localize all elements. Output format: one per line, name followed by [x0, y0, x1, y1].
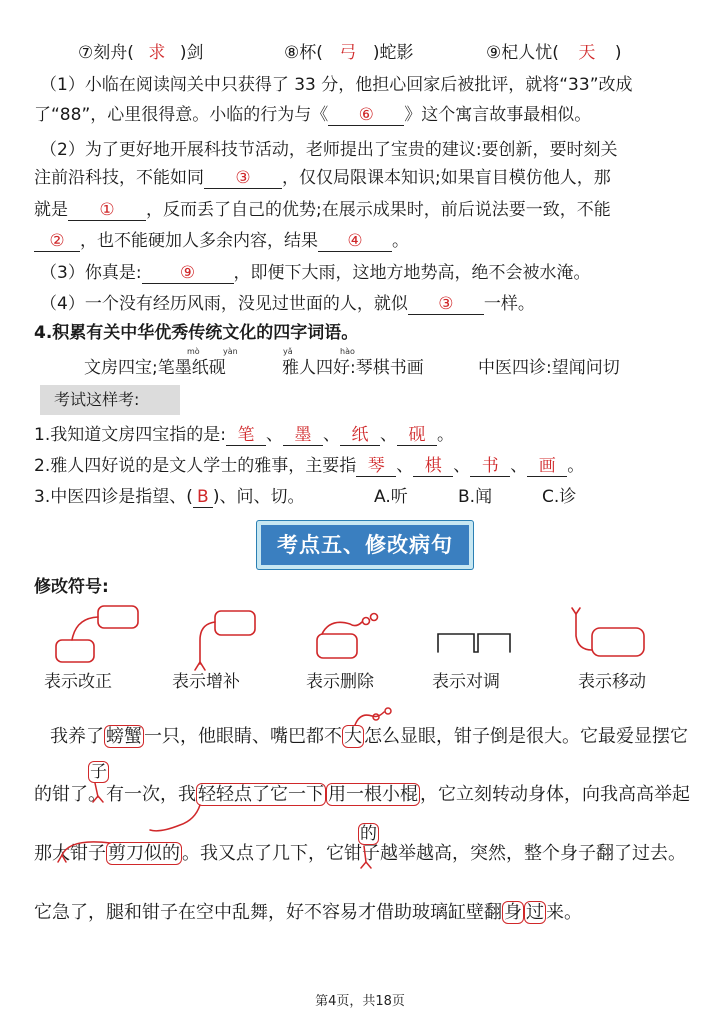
exam-q1-answer: 砚: [397, 425, 437, 446]
story-text: 。我又点了几下，它: [182, 843, 344, 864]
exam-q2-answer: 书: [470, 456, 510, 477]
q2-answer-2: ①: [68, 200, 146, 221]
idiom-7-post: )剑: [179, 43, 204, 63]
q2-line1: （2）为了更好地开展科技节活动，老师提出了宝贵的建议:要创新，要时刻关: [40, 140, 618, 160]
story-insert-de-text: 的: [360, 824, 377, 844]
q4-text-a: （4）一个没有经历风雨，没见过世面的人，就似: [40, 294, 408, 314]
insert-line-icon: [364, 846, 366, 862]
story-marked-stick: 用一根小棍: [328, 784, 418, 805]
symbol-label-swap: 表示对调: [432, 672, 500, 692]
q2-text-e: ，也不能硬加人多余内容，结果: [80, 231, 318, 251]
item-yaren: 雅人四好:琴棋书画: [282, 358, 424, 378]
item-zhongyi: 中医四诊:望闻问切: [478, 358, 620, 378]
idiom-7-answer: 求: [148, 43, 166, 63]
story-text: 那: [34, 843, 52, 864]
q1-text-a: 了“88”，心里很得意。小临的行为与《: [34, 105, 329, 125]
story-text: 来。: [546, 902, 582, 923]
pinyin-ya: yǎ: [283, 347, 293, 356]
symbol-label-delete: 表示删除: [306, 672, 374, 692]
move-line-icon: [150, 805, 200, 831]
pinyin-mo: mò: [187, 347, 200, 356]
q2-text-f: 。: [392, 231, 409, 251]
q1-answer: ⑥: [328, 105, 404, 126]
exam-q3-option-b: B.闻: [458, 487, 493, 507]
exam-q2-end: 。: [567, 456, 585, 476]
q1-line1: （1）小临在阅读闯关中只获得了 33 分，他担心回家后被批评，就将“33”改成: [40, 75, 633, 95]
story-marked-phrase: 轻轻点了它一下: [198, 784, 324, 805]
exam-q1-answer: 纸: [340, 425, 380, 446]
q2-answer-1: ③: [204, 168, 282, 189]
symbols-heading: 修改符号:: [34, 577, 109, 597]
exam-q1-answer: 墨: [283, 425, 323, 446]
idiom-7-pre: ⑦刻舟(: [78, 43, 134, 63]
idiom-8-post: )蛇影: [372, 43, 414, 63]
exam-q2-answer: 画: [527, 456, 567, 477]
q4-text-b: 一样。: [483, 294, 535, 314]
exam-q1-end: 。: [436, 425, 454, 445]
insert-caret-icon: [93, 796, 103, 802]
move-caret-icon: [58, 855, 66, 862]
delete-hook-icon: [355, 712, 384, 725]
q3-text-a: （3）你真是:: [40, 263, 142, 283]
q2-text-a: 注前沿科技，不能如同: [34, 168, 204, 188]
idiom-9-post: ): [614, 43, 622, 63]
story-text: 了。有一次，我: [70, 784, 196, 805]
story-marked-delete: 大: [344, 726, 362, 747]
q2-text-d: ，反而丢了自己的优势;在展示成果时，前后说法要一致，不能: [146, 200, 611, 220]
move-curve-icon: [62, 842, 110, 855]
story-text: 钳子越举越高，突然，整个身子翻了过去。: [344, 843, 686, 864]
exam-q2: 2.雅人四好说的是文人学士的雅事，主要指 琴 、 棋 、 书 、 画 。: [34, 456, 585, 476]
exam-q2-answer: 琴: [356, 456, 396, 477]
insert-caret-icon: [361, 862, 371, 868]
story-text: 怎么显眼，钳子倒是很大。它最爱显摆它: [364, 726, 688, 747]
pinyin-hao: hào: [340, 347, 355, 356]
q2-answer-3: ②: [34, 231, 80, 252]
exam-q3-text-a: 3.中医四诊是指望、(: [34, 487, 193, 507]
story-text: 一只，他眼睛、嘴巴都不: [144, 726, 342, 747]
exam-q2-text: 2.雅人四好说的是文人学士的雅事，主要指: [34, 456, 357, 476]
story-insert-zi-text: 子: [90, 762, 107, 782]
idiom-8-answer: 弓: [339, 43, 357, 63]
exam-tag: 考试这样考:: [40, 385, 180, 415]
story-marked-crab: 螃蟹: [106, 726, 142, 747]
exam-q3-option-c: C.诊: [542, 487, 577, 507]
item-wenfang: 文房四宝;笔墨纸砚: [84, 358, 226, 378]
exam-q3-answer: B: [193, 487, 213, 508]
delete-loop-icon: [385, 708, 391, 714]
q2-answer-4: ④: [318, 231, 392, 252]
exam-q1: 1.我知道文房四宝指的是: 笔 、 墨 、 纸 、 砚 。: [34, 425, 454, 445]
idiom-9-answer: 天: [578, 43, 596, 63]
story-text: ，它立刻转动身体，向我高高举起: [420, 784, 690, 805]
idiom-8-pre: ⑧杯(: [284, 43, 323, 63]
q3-text-b: ，即便下大雨，这地方地势高，绝不会被水淹。: [233, 263, 591, 283]
q4-answer: ③: [408, 294, 484, 315]
exam-q3-option-a: A.听: [374, 487, 408, 507]
section4-heading: 4.积累有关中华优秀传统文化的四字词语。: [34, 323, 359, 343]
story-text: 我养了: [50, 726, 104, 747]
idiom-9-pre: ⑨杞人忧(: [486, 43, 559, 63]
symbol-label-move: 表示移动: [578, 672, 646, 692]
q3-answer: ⑨: [142, 263, 234, 284]
q2-text-c: 就是: [34, 200, 68, 220]
symbol-label-correct: 表示改正: [44, 672, 112, 692]
symbol-label-insert: 表示增补: [172, 672, 240, 692]
pinyin-yan: yàn: [223, 347, 238, 356]
page-footer: 第4页，共18页: [315, 994, 405, 1009]
section-banner-title: 考点五、修改病句: [261, 525, 469, 565]
q2-text-b: ，仅仅局限课本知识;如果盲目模仿他人，那: [282, 168, 611, 188]
story-text: 大钳子: [52, 843, 106, 864]
insert-line-icon: [95, 783, 98, 797]
story-marked-swap: 身: [504, 902, 522, 923]
story-marked-scissors: 剪刀似的: [108, 843, 180, 864]
story-marked-swap: 过: [526, 902, 544, 923]
story-text: 它急了，腿和钳子在空中乱舞，好不容易才借助玻璃缸壁翻: [34, 902, 502, 923]
exam-q1-answer: 笔: [226, 425, 266, 446]
q1-text-b: 》这个寓言故事最相似。: [404, 105, 592, 125]
exam-q1-text: 1.我知道文房四宝指的是:: [34, 425, 226, 445]
story-text: 的钳: [34, 784, 70, 805]
exam-q2-answer: 棋: [413, 456, 453, 477]
exam-q3-text-b: )、问、切。: [212, 487, 305, 507]
